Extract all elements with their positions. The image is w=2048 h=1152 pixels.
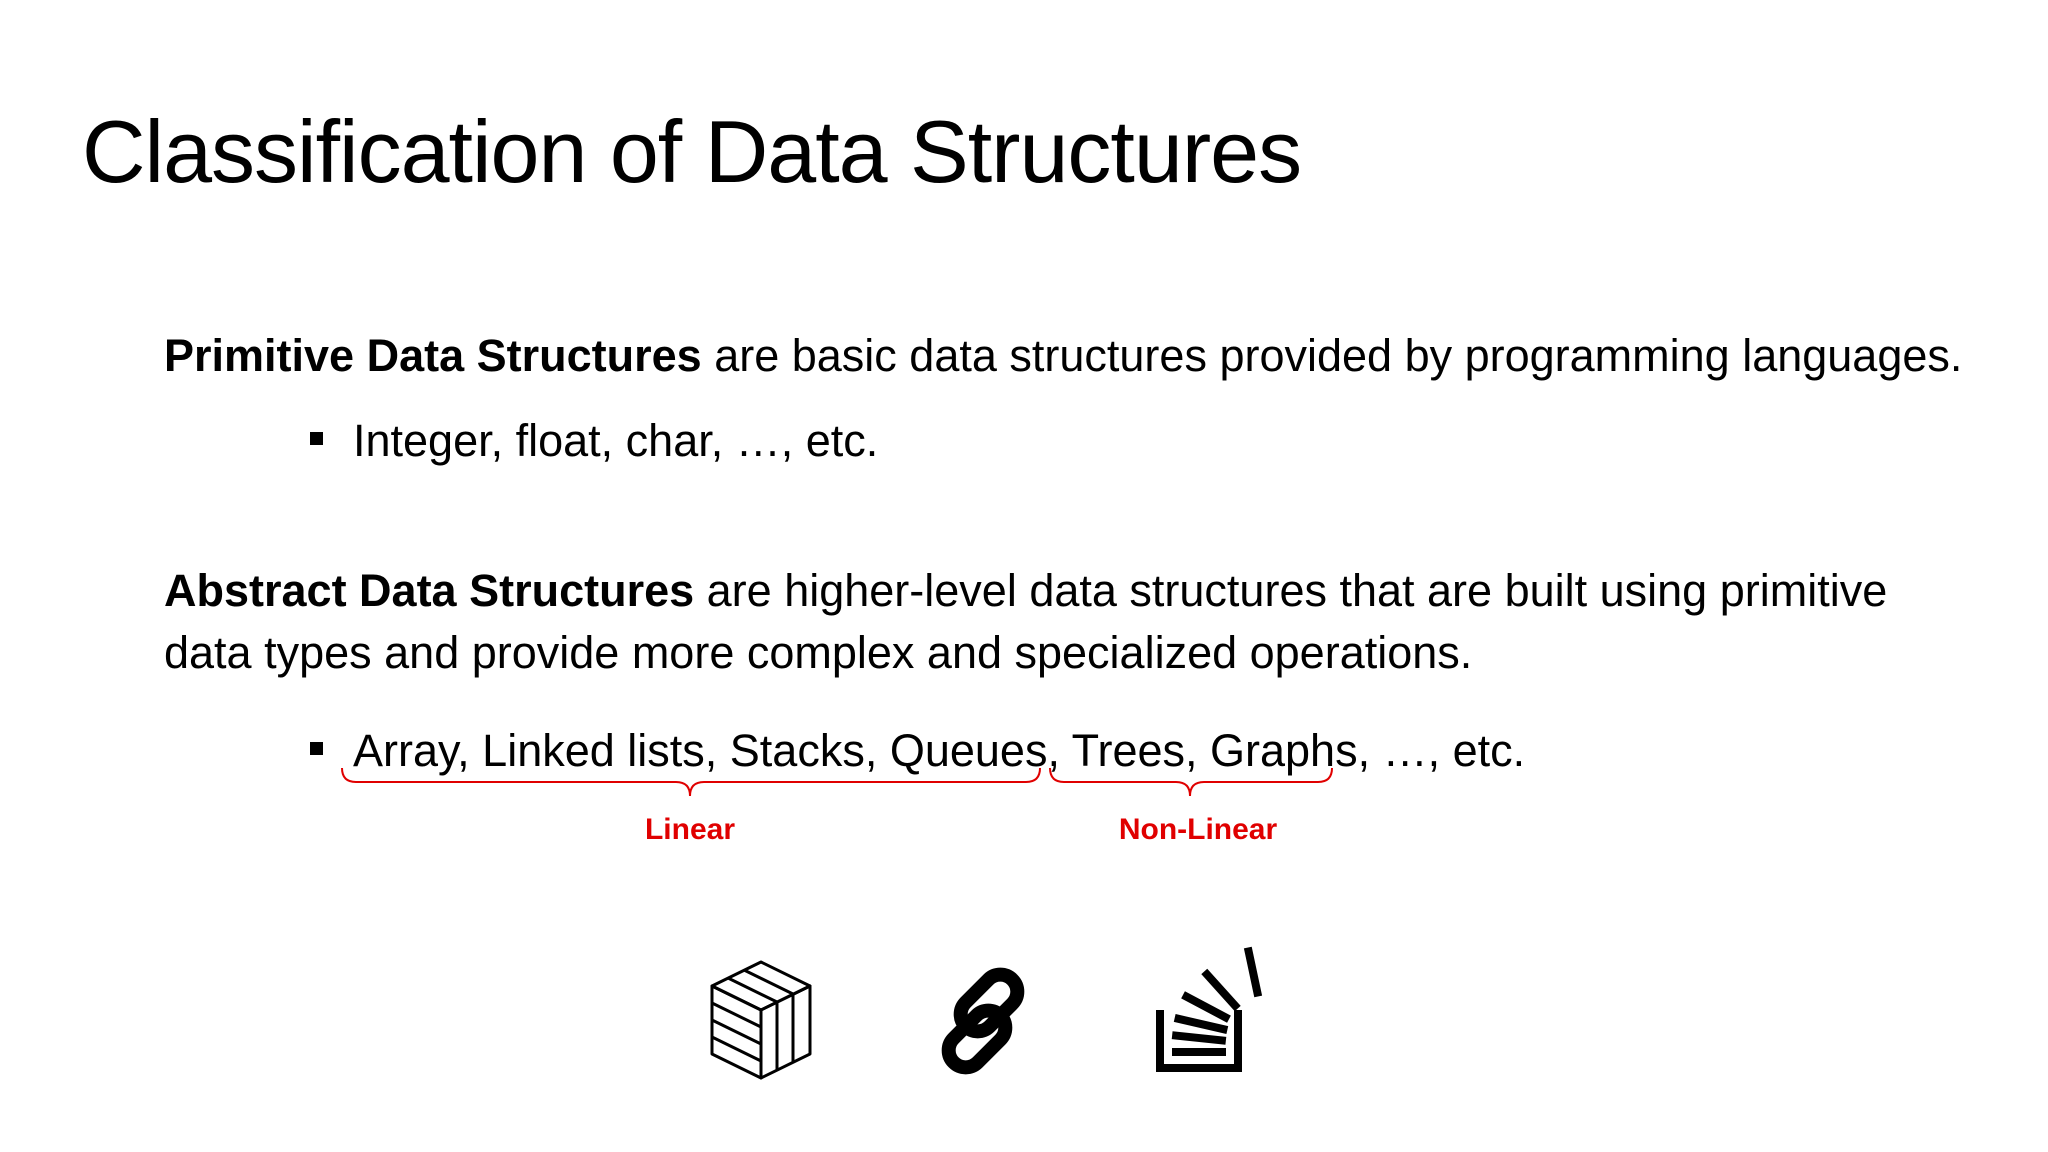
chain-link-icon	[928, 966, 1038, 1076]
primitive-examples: Integer, float, char, …, etc.	[353, 415, 879, 466]
nonlinear-label: Non-Linear	[1118, 813, 1278, 846]
abstract-description-line2: data types and provide more complex and specialized operations.	[164, 627, 1473, 678]
primitive-examples-bullet	[310, 410, 878, 472]
bullet-square-icon	[310, 432, 323, 445]
slide-title: Classification of Data Structures	[82, 102, 1302, 201]
linear-examples: Array, Linked lists, Stacks, Queues,	[353, 725, 1060, 776]
abstract-term: Abstract Data Structures	[164, 565, 695, 616]
abstract-description-line1: are higher-level data structures that are built using primitive	[694, 565, 1888, 616]
bullet-square-icon	[310, 742, 323, 755]
nonlinear-examples: Trees, Graphs,	[1059, 725, 1371, 776]
primitive-description: are basic data structures provided by programming languages.	[701, 330, 1963, 381]
linear-label: Linear	[644, 813, 736, 846]
primitive-definition	[164, 325, 1962, 387]
abstract-definition	[164, 560, 1887, 684]
abstract-examples-bullet	[310, 720, 1525, 782]
box-icon	[706, 958, 816, 1082]
primitive-term: Primitive Data Structures	[164, 330, 702, 381]
stack-icon	[1150, 940, 1270, 1080]
other-examples: …, etc.	[1370, 725, 1526, 776]
